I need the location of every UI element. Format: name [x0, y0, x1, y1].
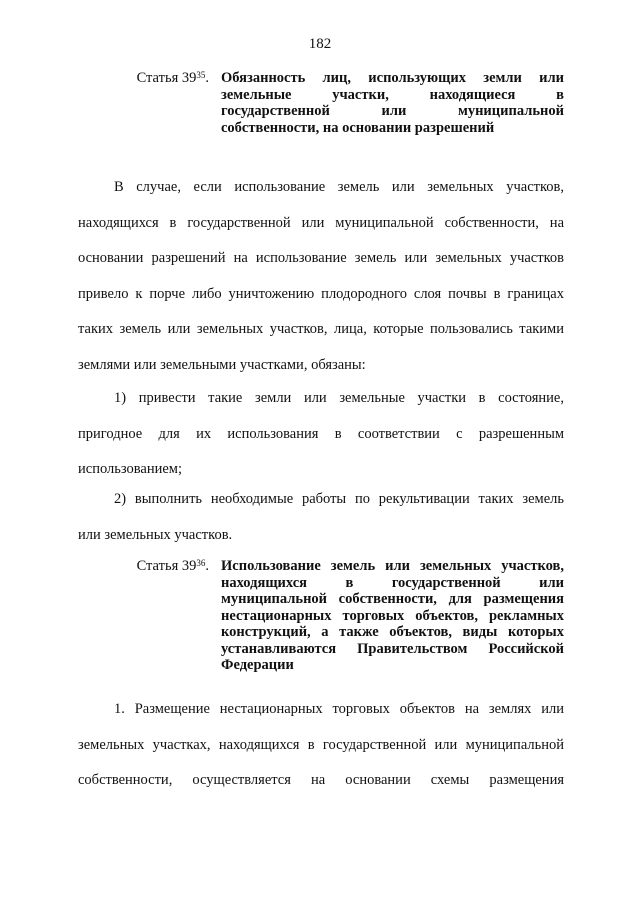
article-39-35-item-1 — [78, 381, 564, 488]
item-line: использованием; — [78, 461, 183, 477]
item-line: 2) выполнить необходимые работы по рекультивации таких земель — [114, 491, 564, 507]
title-line: земельные участки, находящиеся в — [221, 86, 564, 103]
item-line: 1. Размещение нестационарных торговых объектов на землях или — [114, 701, 564, 717]
item-line: пригодное для их использования в соответствии с разрешенным — [78, 425, 564, 442]
body-line: основании разрешений на использование земель или земельных участков — [78, 250, 564, 266]
article-label-prefix: Статья 39 — [136, 70, 197, 86]
article-39-36-label — [78, 558, 209, 674]
title-line: Использование земель или земельных участков, — [221, 558, 564, 574]
title-line: конструкций, а также объектов, виды которых — [221, 624, 564, 640]
body-line: В случае, если использование земель или земельных участков, — [114, 179, 564, 195]
item-line: или земельных участков. — [78, 526, 233, 543]
article-39-36-heading — [78, 558, 564, 674]
body-line: находящихся в государственной или муниципальной собственности, на — [78, 214, 564, 231]
title-line: муниципальной собственности, для размещения — [221, 591, 564, 607]
article-39-36-item-1 — [78, 692, 564, 799]
article-label-sup: 36 — [196, 558, 206, 568]
item-line: 1) привести такие земли или земельные участки в состояние, — [114, 390, 564, 406]
title-line: устанавливаются Правительством Российской — [221, 640, 564, 657]
page-number: 182 — [308, 36, 332, 52]
item-line: собственности, осуществляется на основании схемы размещения — [78, 772, 564, 788]
title-line: собственности, на основании разрешений — [221, 119, 495, 136]
article-label-prefix: Статья 39 — [136, 558, 197, 574]
body-line: таких земель или земельных участков, лица, которые пользовались такими — [78, 321, 564, 337]
title-line: находящихся в государственной или — [221, 574, 564, 591]
article-39-35-heading — [78, 70, 564, 136]
title-line: Обязанность лиц, использующих земли или — [221, 70, 564, 86]
article-label-sup: 35 — [196, 70, 206, 80]
title-line: государственной или муниципальной — [221, 103, 564, 119]
article-39-35-item-2 — [78, 482, 564, 553]
title-line: Федерации — [221, 657, 294, 673]
article-39-36-title — [209, 558, 564, 674]
title-line: нестационарных торговых объектов, рекламных — [221, 607, 564, 624]
article-label-suffix: . — [205, 70, 209, 86]
article-label-suffix: . — [205, 558, 209, 574]
body-line: землями или земельными участками, обязаны: — [78, 356, 366, 373]
item-line: земельных участках, находящихся в государственной или муниципальной — [78, 736, 564, 753]
body-line: привело к порче либо уничтожению плодородного слоя почвы в границах — [78, 285, 564, 302]
article-39-35-label — [78, 70, 209, 136]
article-39-35-body — [78, 170, 564, 383]
article-39-35-title — [209, 70, 564, 136]
